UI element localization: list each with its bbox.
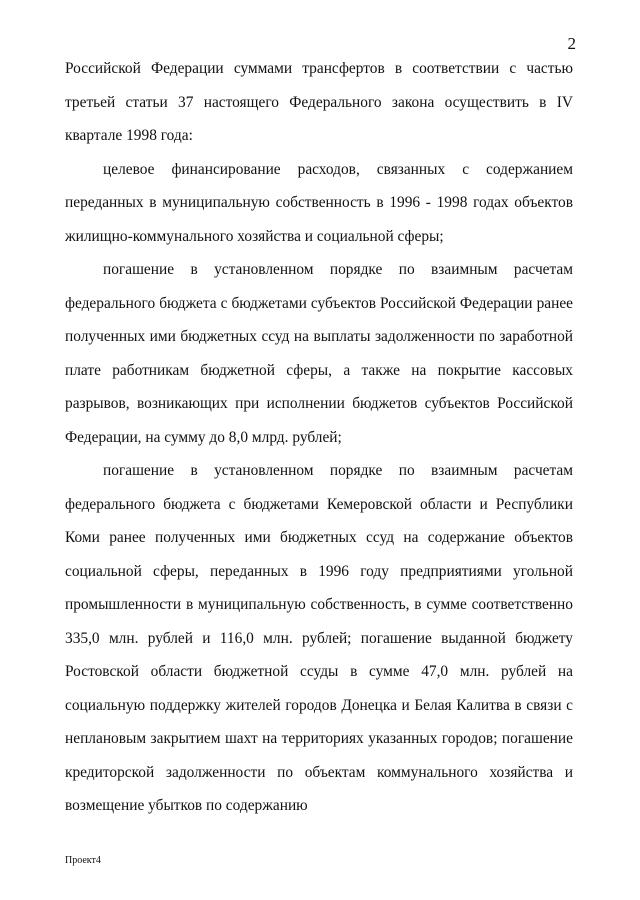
paragraph-loan-repayment-kemerovo-komi: погашение в установленном порядке по взаимным расчетам федерального бюджета с бюджетами Кемеровской области и Республики Коми ранее полученных ими бюджетных ссуд на содержание объектов социальной сферы, переданных в 1996 году предприятиями угольной промышленности в муниципальную собственность, в сумме соответственно 335,0 млн. рублей и 116,0 млн. рублей; погашение выданной бюджету Ростовской области бюджетной ссуды в сумме 47,0 млн. рублей на социальную поддержку жителей городов Донецка и Белая Калитва в связи с неплановым закрытием шахт на территориях указанных городов; погашение кредиторской задолженности по объектам коммунального хозяйства и возмещение убытков по содержанию — [65, 462, 573, 814]
page-number: 2 — [567, 34, 576, 53]
document-body — [65, 52, 573, 823]
paragraph-loan-repayment-regions: погашение в установленном порядке по взаимным расчетам федерального бюджета с бюджетами субъектов Российской Федерации ранее полученных ими бюджетных ссуд на выплаты задолженности по заработной плате работникам бюджетной сферы, а также на покрытие кассовых разрывов, возникающих при исполнении бюджетов субъектов Российской Федерации, на сумму до 8,0 млрд. рублей; — [65, 261, 573, 446]
paragraph-targeted-financing: целевое финансирование расходов, связанных с содержанием переданных в муниципальную собственность в 1996 - 1998 годах объектов жилищно-коммунального хозяйства и социальной сферы; — [65, 160, 573, 245]
paragraph-continuation: Российской Федерации суммами трансфертов в соответствии с частью третьей статьи 37 настоящего Федерального закона осуществить в IV квартале 1998 года: — [65, 60, 573, 144]
document-footer-label: Проект4 — [65, 855, 101, 866]
